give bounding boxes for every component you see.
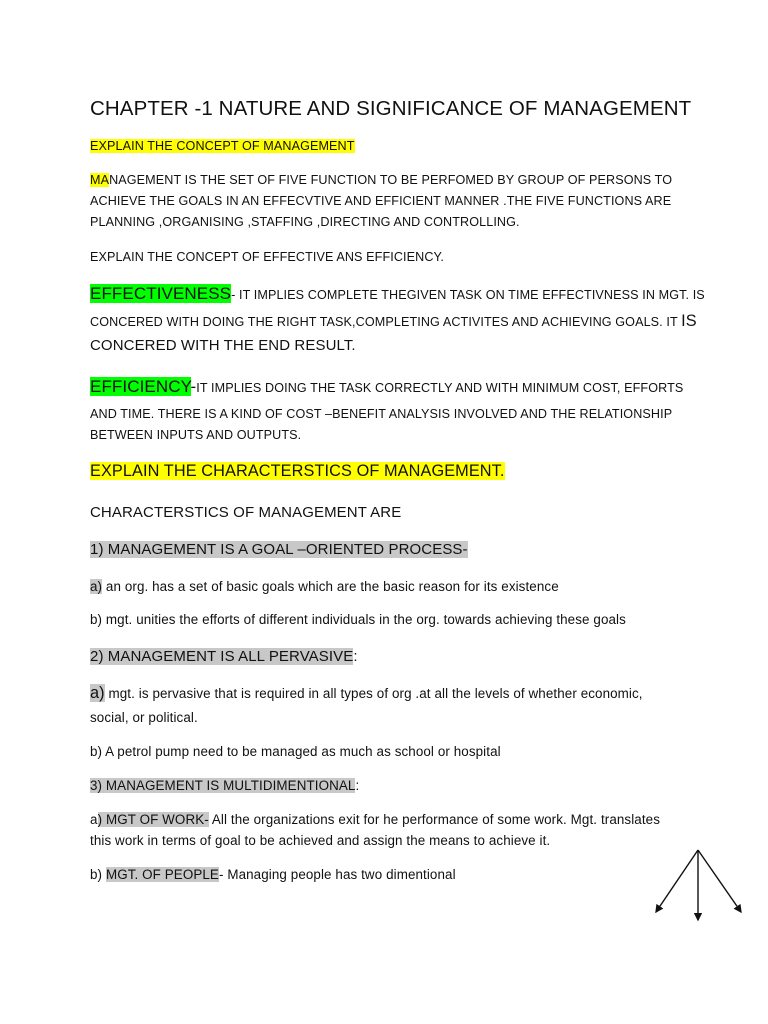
characteristic-2-heading <box>90 648 358 665</box>
characteristic-3-heading <box>90 778 359 793</box>
point-text: All the organizations exit for he performance of some work. Mgt. translates <box>208 812 660 827</box>
characteristic-1-point-a <box>90 579 559 594</box>
point-label: a) <box>90 684 105 702</box>
effectiveness-text: - IT IMPLIES COMPLETE THEGIVEN TASK ON TIME EFFECTIVNESS IN MGT. IS <box>231 288 705 302</box>
characteristic-2-point-a-line-2: social, or political. <box>90 710 198 725</box>
efficiency-line-1 <box>90 377 683 397</box>
definition-text: NAGEMENT IS THE SET OF FIVE FUNCTION TO BE PERFOMED BY GROUP OF PERSONS TO <box>109 173 673 187</box>
effectiveness-term: EFFECTIVENESS <box>90 284 232 303</box>
management-definition-line-1 <box>90 173 672 187</box>
point-label: MGT. OF PEOPLE <box>105 867 219 882</box>
three-arrows-diagram <box>650 846 750 926</box>
point-text: - Managing people has two dimentional <box>218 867 456 882</box>
effectiveness-line-2 <box>90 312 697 331</box>
efficiency-text: IT IMPLIES DOING THE TASK CORRECTLY AND WITH MINIMUM COST, EFFORTS <box>196 381 684 395</box>
efficiency-term: EFFICIENCY <box>90 377 191 396</box>
management-definition-line-2: ACHIEVE THE GOALS IN AN EFFECVTIVE AND EFFICIENT MANNER .THE FIVE FUNCTIONS ARE <box>90 194 672 208</box>
highlighted-heading: 2) MANAGEMENT IS ALL PERVASIVE <box>90 648 354 665</box>
effectiveness-line-3: CONCERED WITH THE END RESULT. <box>90 337 356 354</box>
efficiency-dash: - <box>190 377 197 396</box>
characteristic-3-point-a-line-2: this work in terms of goal to be achieved and assign the means to achieve it. <box>90 833 551 848</box>
question-characteristics <box>90 462 505 481</box>
characteristic-3-point-b <box>90 867 456 882</box>
right-arrow <box>698 850 741 912</box>
effectiveness-text: CONCERED WITH DOING THE RIGHT TASK,COMPLETING ACTIVITES AND ACHIEVING GOALS. IT <box>90 315 682 329</box>
effectiveness-emphasis: IS <box>681 312 697 330</box>
question-concept-of-management <box>90 139 355 153</box>
point-prefix: a <box>90 812 98 827</box>
heading-colon: : <box>353 648 358 665</box>
highlighted-heading: 3) MANAGEMENT IS MULTIDIMENTIONAL <box>90 778 356 793</box>
characteristics-intro: CHARACTERSTICS OF MANAGEMENT ARE <box>90 504 402 521</box>
efficiency-line-3: BETWEEN INPUTS AND OUTPUTS. <box>90 428 302 442</box>
point-prefix: b) <box>90 867 106 882</box>
point-label: ) MGT OF WORK- <box>97 812 209 827</box>
characteristic-1-heading <box>90 541 468 558</box>
point-text: mgt. is pervasive that is required in all types of org .at all the levels of whether economic, <box>104 686 643 701</box>
management-definition-line-3: PLANNING ,ORGANISING ,STAFFING ,DIRECTING AND CONTROLLING. <box>90 215 520 229</box>
highlighted-heading: 1) MANAGEMENT IS A GOAL –ORIENTED PROCESS- <box>90 541 468 558</box>
effectiveness-line-1 <box>90 284 705 304</box>
highlighted-question: EXPLAIN THE CHARACTERSTICS OF MANAGEMENT. <box>90 462 505 480</box>
highlighted-question: EXPLAIN THE CONCEPT OF MANAGEMENT <box>90 139 355 153</box>
characteristic-2-point-a-line-1 <box>90 684 643 703</box>
left-arrow <box>656 850 698 912</box>
point-text: an org. has a set of basic goals which are the basic reason for its existence <box>102 579 559 594</box>
heading-colon: : <box>355 778 360 793</box>
page-title: CHAPTER -1 NATURE AND SIGNIFICANCE OF MANAGEMENT <box>90 97 692 120</box>
highlighted-prefix: MA <box>90 173 110 187</box>
characteristic-3-point-a-line-1 <box>90 812 660 827</box>
efficiency-line-2: AND TIME. THERE IS A KIND OF COST –BENEFIT ANALYSIS INVOLVED AND THE RELATIONSHIP <box>90 407 673 421</box>
characteristic-1-point-b: b) mgt. unities the efforts of different individuals in the org. towards achieving these goals <box>90 612 626 627</box>
characteristic-2-point-b: b) A petrol pump need to be managed as much as school or hospital <box>90 744 501 759</box>
question-effective-efficiency: EXPLAIN THE CONCEPT OF EFFECTIVE ANS EFFICIENCY. <box>90 250 444 264</box>
point-label: a) <box>90 579 103 594</box>
